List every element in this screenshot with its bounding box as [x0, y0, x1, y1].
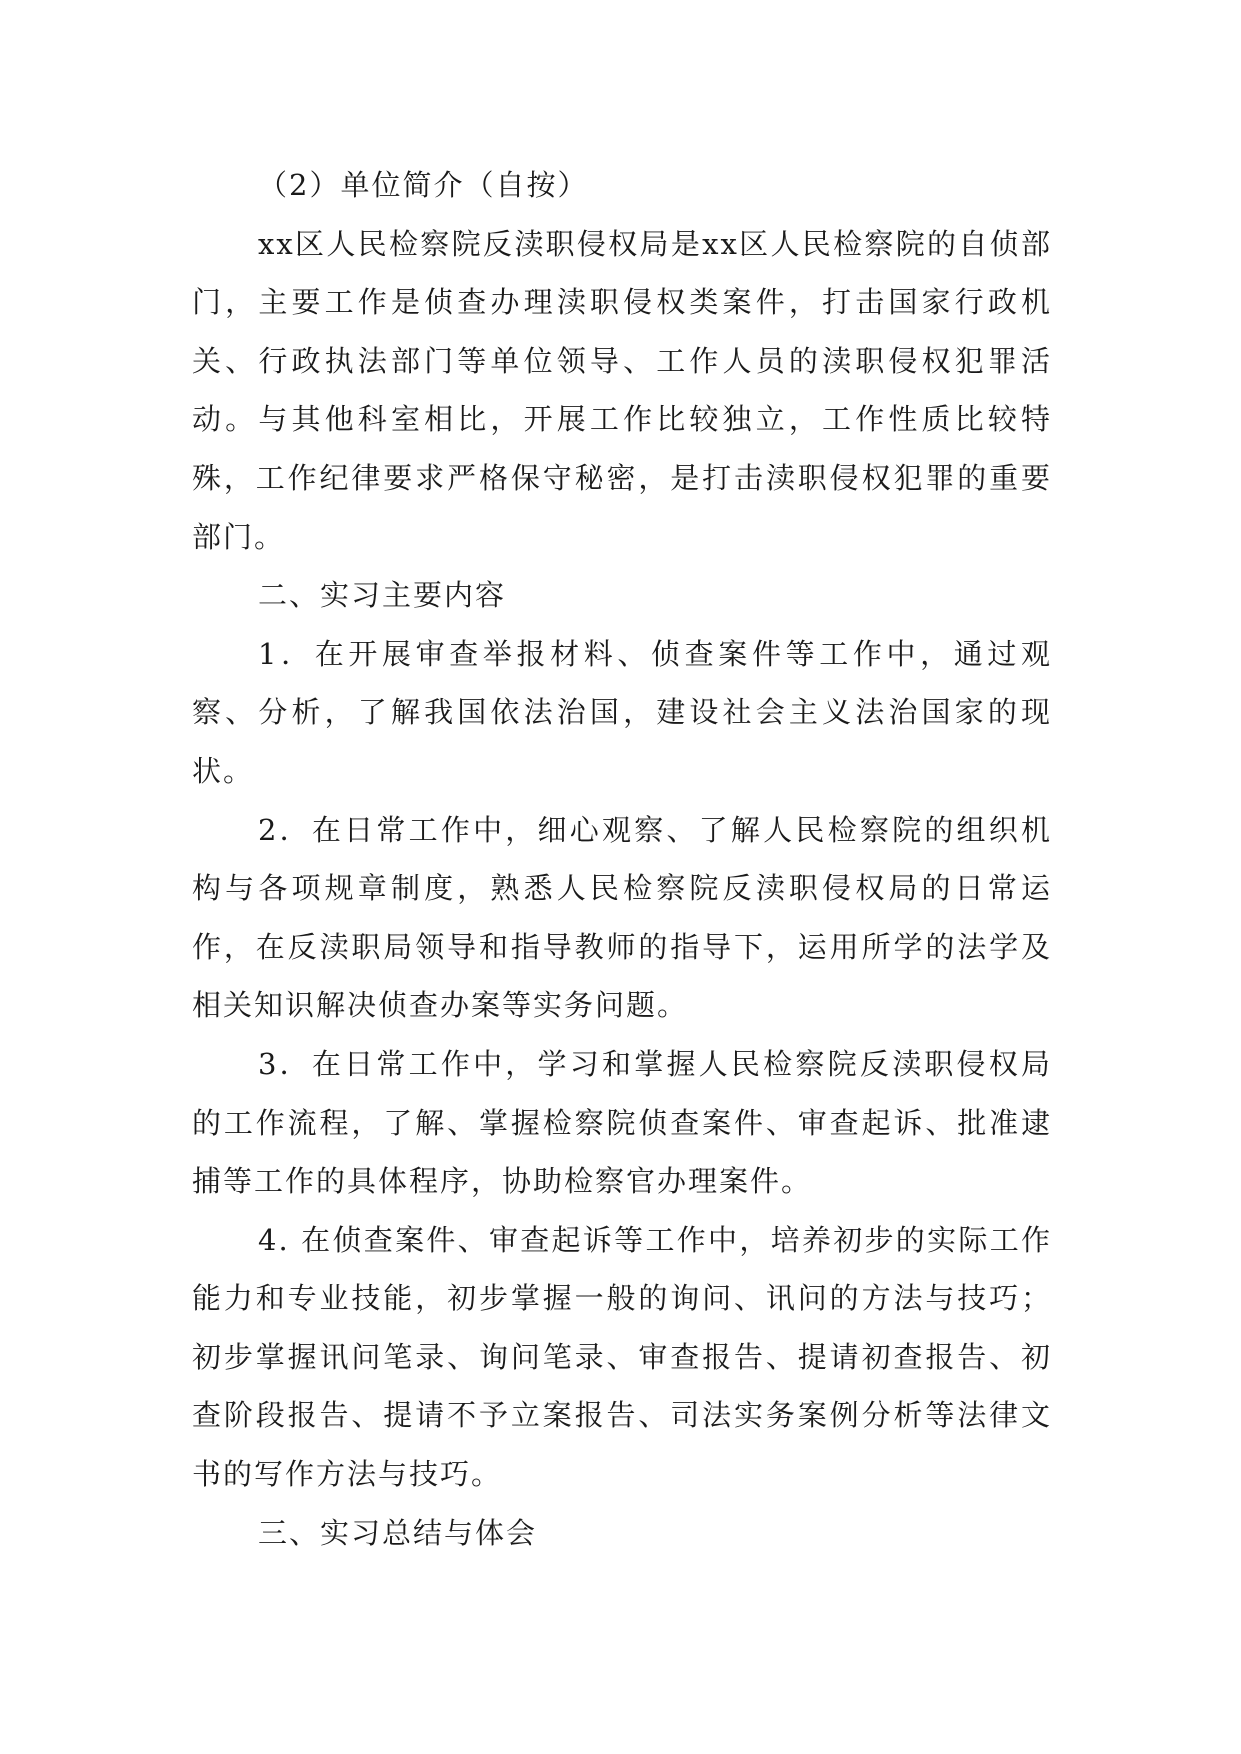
section-heading-unit-intro: （2）单位简介（自按） [258, 168, 589, 202]
section-heading-internship-content: 二、实习主要内容 [258, 578, 507, 613]
list-item-1: 1．在开展审查举报材料、侦查案件等工作中，通过观察、分析，了解我国依法治国，建设社会主义法治国家的现状。 [192, 636, 1052, 788]
list-item-4: 4. 在侦查案件、审查起诉等工作中，培养初步的实际工作能力和专业技能，初步掌握一般的询问、讯问的方法与技巧；初步掌握讯问笔录、询问笔录、审查报告、提请初查报告、初查阶段报告、提请不予立案报告、司法实务案例分析等法律文书的写作方法与技巧。 [192, 1222, 1052, 1492]
list-item-3: 3．在日常工作中，学习和掌握人民检察院反渎职侵权局的工作流程，了解、掌握检察院侦查案件、审查起诉、批准逮捕等工作的具体程序，协助检察官办理案件。 [192, 1046, 1052, 1199]
document-body [192, 156, 1052, 1562]
section-heading-summary: 三、实习总结与体会 [258, 1515, 538, 1550]
paragraph-unit-intro: xx区人民检察院反渎职侵权局是xx区人民检察院的自侦部门，主要工作是侦查办理渎职侵权类案件，打击国家行政机关、行政执法部门等单位领导、工作人员的渎职侵权犯罪活动。与其他科室相比，开展工作比较独立，工作性质比较特殊，工作纪律要求严格保守秘密，是打击渎职侵权犯罪的重要部门。 [192, 226, 1052, 554]
list-item-2: 2．在日常工作中，细心观察、了解人民检察院的组织机构与各项规章制度，熟悉人民检察院反渎职侵权局的日常运作，在反渎职局领导和指导教师的指导下，运用所学的法学及相关知识解决侦查办案等实务问题。 [192, 812, 1052, 1023]
